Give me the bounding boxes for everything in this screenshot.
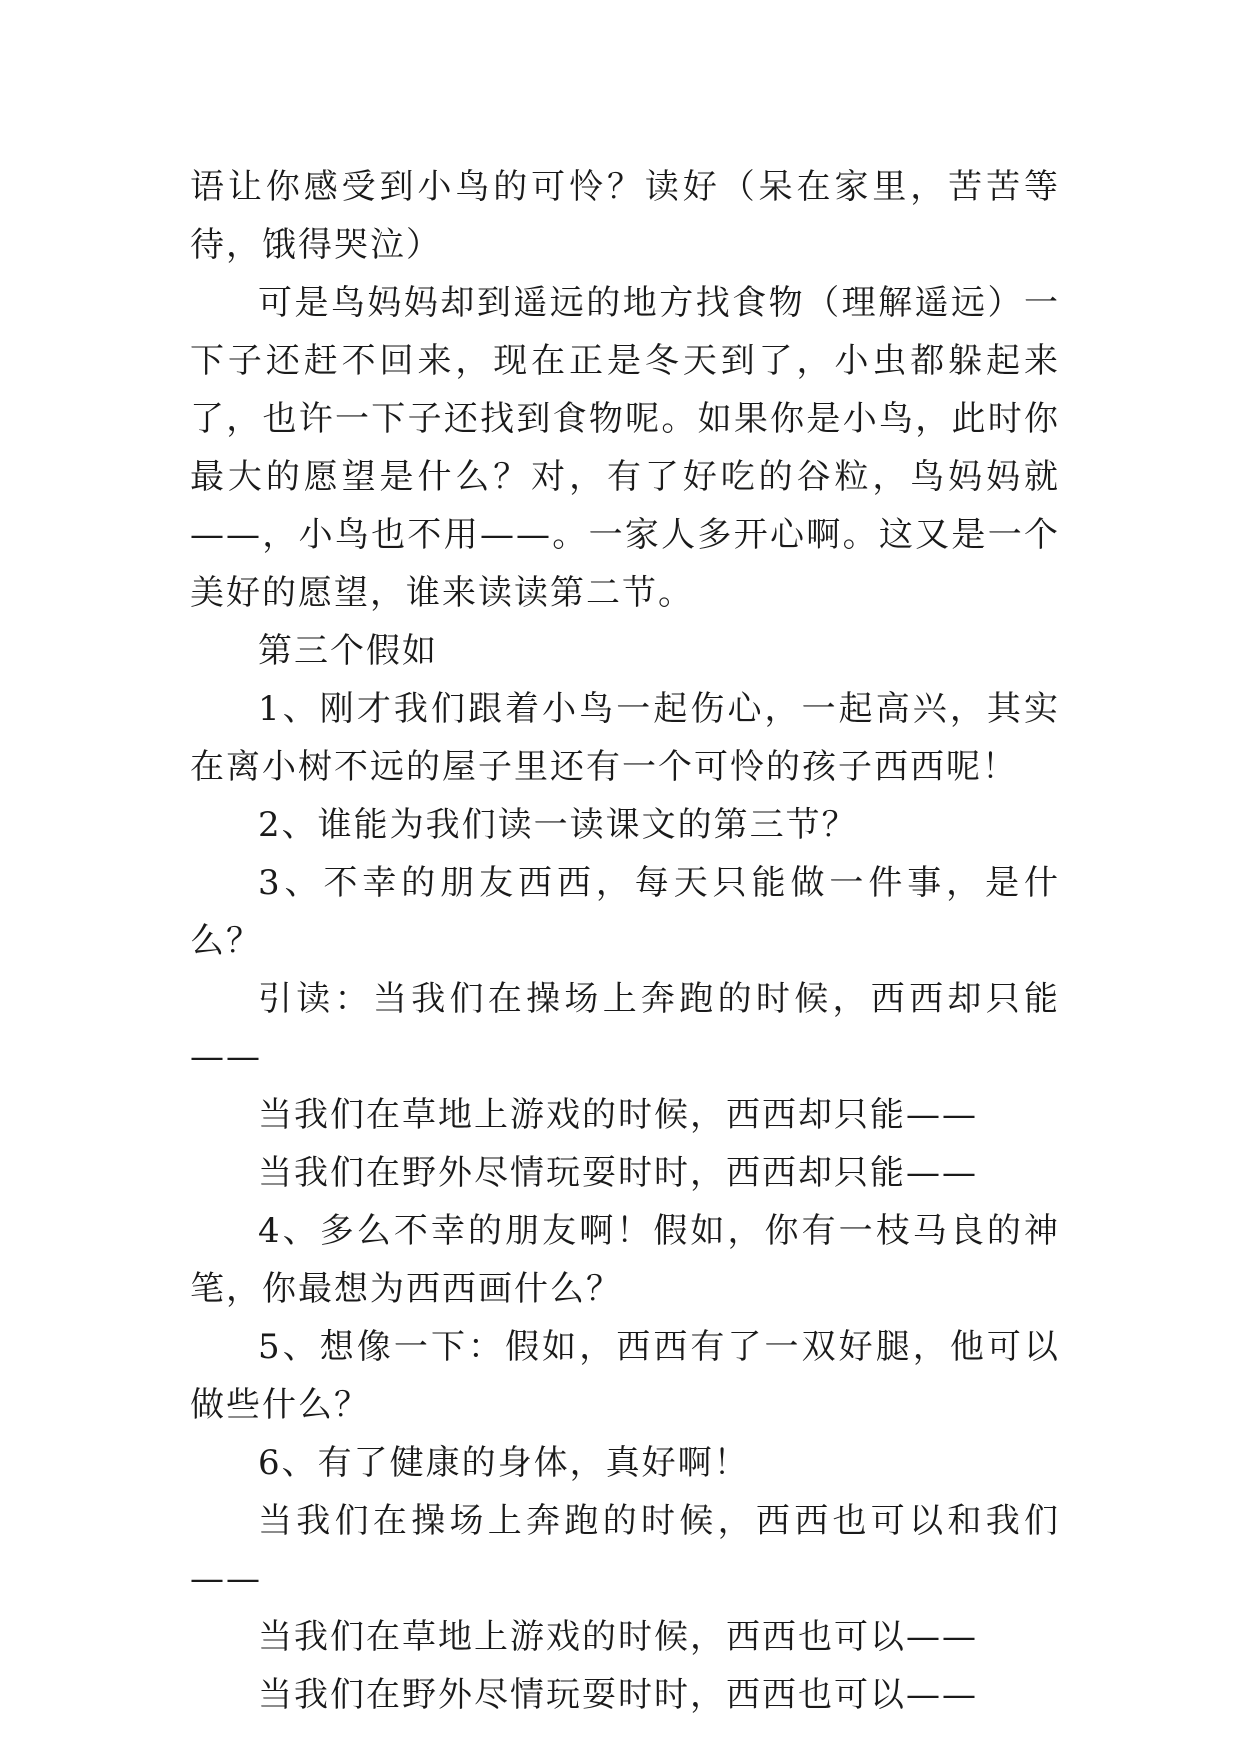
section-heading: 第三个假如: [258, 631, 438, 671]
list-item: 1、刚才我们跟着小鸟一起伤心，一起高兴，其实在离小树不远的屋子里还有一个可怜的孩子西西呢！: [190, 689, 1060, 787]
paragraph-continuation: 语让你感受到小鸟的可怜？读好（呆在家里，苦苦等待，饿得哭泣）: [190, 167, 1060, 265]
paragraph: 可是鸟妈妈却到遥远的地方找食物（理解遥远）一下子还赶不回来，现在正是冬天到了，小虫都躲起来了，也许一下子还找到食物呢。如果你是小鸟，此时你最大的愿望是什么？对，有了好吃的谷粒，鸟妈妈就——，小鸟也不用——。一家人多开心啊。这又是一个美好的愿望，谁来读读第二节。: [190, 283, 1060, 613]
list-item: 2、谁能为我们读一读课文的第三节？: [258, 805, 858, 845]
document-body: [190, 158, 1060, 1724]
guided-reading-line: 当我们在草地上游戏的时候，西西也可以——: [258, 1617, 978, 1657]
list-item: 3、不幸的朋友西西，每天只能做一件事，是什么？: [190, 863, 1060, 961]
guided-reading-line: 当我们在操场上奔跑的时候，西西也可以和我们——: [190, 1501, 1060, 1599]
guided-reading-line: 当我们在野外尽情玩耍时时，西西却只能——: [258, 1153, 978, 1193]
list-item: 6、有了健康的身体，真好啊！: [258, 1443, 750, 1483]
guided-reading-line: 当我们在草地上游戏的时候，西西却只能——: [258, 1095, 978, 1135]
list-item: 4、多么不幸的朋友啊！假如，你有一枝马良的神笔，你最想为西西画什么？: [190, 1211, 1060, 1309]
list-item: 5、想像一下：假如，西西有了一双好腿，他可以做些什么？: [190, 1327, 1060, 1425]
guided-reading-line: 引读：当我们在操场上奔跑的时候，西西却只能——: [190, 979, 1060, 1077]
guided-reading-line: 当我们在野外尽情玩耍时时，西西也可以——: [258, 1675, 978, 1715]
